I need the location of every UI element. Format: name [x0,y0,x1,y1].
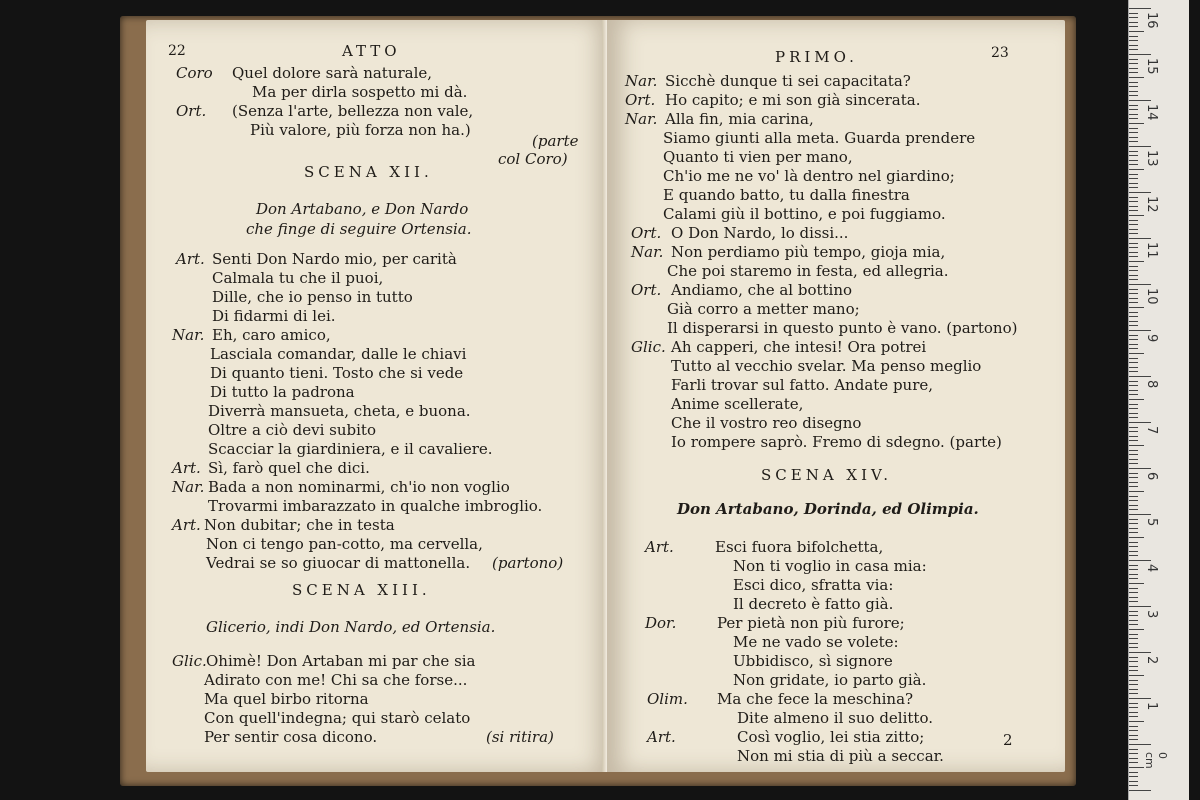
speaker: Nar. [625,72,658,90]
verse-line: Tutto al vecchio svelar. Ma penso meglio [671,357,982,375]
verse-line: Ma che fece la meschina? [717,690,914,708]
ruler-tick [1129,266,1138,267]
verse-line: Sicchè dunque ti sei capacitata? [665,72,911,90]
ruler-number: 16 [1144,12,1159,29]
ruler-tick [1129,247,1138,248]
verse-line: Di fidarmi di lei. [212,307,336,325]
ruler-number: 5 [1144,518,1159,527]
verse-line: O Don Nardo, lo dissi... [671,224,849,242]
ruler-tick [1129,629,1144,630]
signature-mark: 2 [1003,731,1013,749]
verse-line: Calmala tu che il puoi, [212,269,384,287]
ruler-tick [1129,404,1138,405]
ruler-tick [1129,551,1138,552]
ruler-tick [1129,289,1138,290]
ruler-tick [1129,445,1144,446]
ruler-tick [1129,201,1138,202]
scene-12-title: SCENA XII. [304,163,433,181]
verse-line: Ma quel birbo ritorna [204,690,369,708]
ruler-tick [1129,509,1138,510]
ruler-tick [1129,427,1138,428]
speaker: Nar. [172,326,205,344]
ruler-tick [1129,381,1138,382]
ruler-tick [1129,238,1151,239]
verse-line: Non dubitar; che in testa [204,516,395,534]
ruler-tick [1129,583,1144,584]
ruler-tick [1129,670,1138,671]
ruler-tick [1129,661,1138,662]
ruler-tick [1129,693,1138,694]
speaker: Glic. [172,652,207,670]
ruler-tick [1129,790,1151,791]
verse-line: Più valore, più forza non ha.) [250,121,471,139]
ruler-tick [1129,362,1138,363]
ruler-tick [1129,611,1138,612]
ruler-tick [1129,376,1151,377]
ruler-tick [1129,367,1138,368]
verse-line: Che poi staremo in festa, ed allegria. [667,262,949,280]
speaker: Ort. [631,281,662,299]
ruler-tick [1129,275,1138,276]
ruler-tick [1129,105,1138,106]
ruler-tick [1129,243,1138,244]
verse-line: Andiamo, che al bottino [671,281,853,299]
ruler-tick [1129,597,1138,598]
left-running-header: ATTO [342,42,401,60]
ruler-tick [1129,54,1151,55]
ruler-tick [1129,298,1138,299]
ruler-tick [1129,100,1151,101]
left-page [146,20,612,772]
ruler-tick [1129,528,1138,529]
scene-12-cast: che finge di seguire Ortensia. [246,220,472,238]
verse-line: Anime scellerate, [671,395,804,413]
verse-line: Sì, farò quel che dici. [208,459,370,477]
right-running-header: PRIMO. [775,48,858,66]
verse-line: Alla fin, mia carina, [665,110,814,128]
verse-line: Ch'io me ne vo' là dentro nel giardino; [663,167,955,185]
ruler-tick [1129,592,1138,593]
ruler-tick [1129,302,1138,303]
verse-line: Siamo giunti alla meta. Guarda prendere [663,129,976,147]
ruler-tick [1129,17,1138,18]
ruler-tick [1129,477,1138,478]
ruler-tick [1129,229,1138,230]
ruler-tick [1129,634,1138,635]
ruler-tick [1129,735,1138,736]
verse-line: Bada a non nominarmi, ch'io non voglio [208,478,510,496]
ruler-tick [1129,537,1144,538]
ruler-tick [1129,270,1138,271]
ruler-tick [1129,141,1138,142]
ruler-number: 4 [1144,564,1159,573]
speaker: Nar. [625,110,658,128]
ruler-tick [1129,26,1138,27]
ruler-tick [1129,463,1138,464]
ruler-tick [1129,390,1138,391]
ruler-tick [1129,312,1138,313]
verse-line: Ma per dirla sospetto mi dà. [252,83,468,101]
ruler-tick [1129,721,1144,722]
verse-line: Di tutto la padrona [210,383,355,401]
verse-line: Io rompere saprò. Fremo di sdegno. (parte) [671,433,1002,451]
ruler-tick [1129,546,1138,547]
ruler-tick [1129,647,1138,648]
ruler-tick [1129,197,1138,198]
scene-12-cast: Don Artabano, e Don Nardo [256,200,469,218]
ruler-tick [1129,606,1151,607]
speaker: Nar. [631,243,664,261]
speaker: Ort. [176,102,207,120]
ruler-tick [1129,385,1138,386]
stage-direction: (si ritira) [486,728,554,746]
ruler-tick [1129,514,1151,515]
ruler-tick [1129,431,1138,432]
verse-line: Adirato con me! Chi sa che forse... [204,671,468,689]
ruler-tick [1129,578,1138,579]
ruler-tick [1129,726,1138,727]
verse-line: Quanto ti vien per mano, [663,148,853,166]
ruler-tick [1129,620,1138,621]
ruler-tick [1129,624,1138,625]
ruler-tick [1129,220,1138,221]
speaker: Art. [172,459,201,477]
ruler-tick [1129,321,1138,322]
ruler-tick [1129,454,1138,455]
left-page-number: 22 [168,43,186,59]
verse-line: Scacciar la giardiniera, e il cavaliere. [208,440,493,458]
ruler-tick [1129,417,1138,418]
ruler-tick [1129,523,1138,524]
ruler-tick [1129,330,1151,331]
ruler-number: 14 [1144,104,1159,121]
verse-line: Farli trovar sul fatto. Andate pure, [671,376,934,394]
ruler-tick [1129,132,1138,133]
verse-line: Di quanto tieni. Tosto che si vede [210,364,464,382]
verse-line: Diverrà mansueta, cheta, e buona. [208,402,471,420]
ruler-tick [1129,739,1138,740]
scene-13-title: SCENA XIII. [292,581,431,599]
ruler-tick [1129,45,1138,46]
ruler-tick [1129,82,1138,83]
ruler-tick [1129,358,1138,359]
verse-line: Oltre a ciò devi subito [208,421,376,439]
speaker: Art. [647,728,676,746]
ruler-tick [1129,210,1138,211]
verse-line: Lasciala comandar, dalle le chiavi [210,345,467,363]
speaker: Ort. [625,91,656,109]
ruler-tick [1129,307,1144,308]
ruler-tick [1129,68,1138,69]
ruler-tick [1129,615,1138,616]
verse-line: Esci fuora bifolchetta, [715,538,884,556]
ruler-tick [1129,422,1151,423]
speaker: Dor. [645,614,677,632]
ruler-tick [1129,486,1138,487]
ruler-number: 11 [1144,242,1159,259]
ruler-tick [1129,689,1138,690]
ruler-tick [1129,776,1138,777]
verse-line: Il decreto è fatto già. [733,595,894,613]
ruler-number: 6 [1144,472,1159,481]
ruler-tick [1129,174,1138,175]
ruler-tick [1129,335,1138,336]
ruler-tick [1129,394,1138,395]
verse-line: Con quell'indegna; qui starò celato [204,709,471,727]
ruler-tick [1129,353,1144,354]
verse-line: Per sentir cosa dicono. [204,728,378,746]
ruler-number: 2 [1144,656,1159,665]
ruler-tick [1129,744,1151,745]
ruler-number: 3 [1144,610,1159,619]
ruler-tick [1129,348,1138,349]
verse-line: Non ti voglio in casa mia: [733,557,927,575]
ruler-tick [1129,588,1138,589]
ruler-tick [1129,675,1144,676]
ruler-number: 9 [1144,334,1159,343]
verse-line: Trovarmi imbarazzato in qualche imbroglio. [208,497,543,515]
verse-line: (Senza l'arte, bellezza non vale, [232,102,474,120]
ruler-number: 12 [1144,196,1159,213]
verse-line: Ho capito; e mi son già sincerata. [665,91,921,109]
speaker: Nar. [172,478,205,496]
ruler-tick [1129,192,1151,193]
ruler-tick [1129,436,1138,437]
ruler-tick [1129,491,1144,492]
ruler-tick [1129,256,1138,257]
ruler-tick [1129,399,1144,400]
ruler-tick [1129,601,1138,602]
stage-direction: col Coro) [498,150,568,168]
verse-line: Che il vostro reo disegno [671,414,862,432]
verse-line: Non gridate, io parto già. [733,671,927,689]
verse-line: Calami giù il bottino, e poi fuggiamo. [663,205,946,223]
ruler-tick [1129,114,1138,115]
ruler-tick [1129,450,1138,451]
ruler-tick [1129,183,1138,184]
ruler-tick [1129,63,1138,64]
ruler-tick [1129,233,1138,234]
scene-14-title: SCENA XIV. [761,466,893,484]
verse-line: Ah capperi, che intesi! Ora potrei [671,338,927,356]
ruler-tick [1129,482,1138,483]
verse-line: Dite almeno il suo delitto. [737,709,933,727]
ruler-tick [1129,36,1138,37]
ruler-tick [1129,505,1138,506]
ruler-tick [1129,261,1144,262]
ruler-tick [1129,118,1138,119]
ruler-tick [1129,684,1138,685]
speaker: Art. [176,250,205,268]
ruler-tick [1129,22,1138,23]
ruler-tick [1129,638,1138,639]
ruler-tick [1129,146,1151,147]
ruler-tick [1129,698,1151,699]
scene-13-cast: Glicerio, indi Don Nardo, ed Ortensia. [206,618,496,636]
ruler-tick [1129,59,1138,60]
ruler-tick [1129,666,1138,667]
ruler-tick [1129,459,1138,460]
ruler-tick [1129,178,1138,179]
ruler-tick [1129,781,1138,782]
ruler-tick [1129,565,1138,566]
ruler-tick [1129,730,1138,731]
right-page-number: 23 [991,45,1009,61]
verse-line: Il disperarsi in questo punto è vano. (partono) [667,319,1018,337]
ruler-number: 15 [1144,58,1159,75]
ruler-tick [1129,151,1138,152]
verse-line: Esci dico, sfratta via: [733,576,894,594]
ruler-tick [1129,500,1138,501]
stage-direction: (partono) [492,554,564,572]
ruler-tick [1129,8,1151,9]
ruler-tick [1129,749,1138,750]
verse-line: Ohimè! Don Artaban mi par che sia [206,652,476,670]
ruler-tick [1129,680,1138,681]
ruler-tick [1129,703,1138,704]
ruler-tick [1129,496,1138,497]
ruler-tick [1129,187,1138,188]
verse-line: Dille, che io penso in tutto [212,288,413,306]
verse-line: Vedrai se so giuocar di mattonella. [206,554,471,572]
ruler-tick [1129,555,1138,556]
ruler-tick [1129,284,1151,285]
speaker: Glic. [631,338,666,356]
verse-line: Per pietà non più furore; [717,614,905,632]
speaker: Coro [176,64,213,82]
ruler-tick [1129,123,1144,124]
ruler-tick [1129,137,1138,138]
ruler-tick [1129,164,1138,165]
ruler-tick [1129,155,1138,156]
verse-line: Non mi stia di più a seccar. [737,747,944,765]
ruler-tick [1129,569,1138,570]
verse-line: Quel dolore sarà naturale, [232,64,433,82]
verse-line: Già corro a metter mano; [667,300,860,318]
ruler-tick [1129,574,1138,575]
ruler-tick [1129,371,1138,372]
ruler-tick [1129,712,1138,713]
stage-direction: (parte [532,132,579,150]
ruler-tick [1129,716,1138,717]
ruler-tick [1129,339,1138,340]
ruler-tick [1129,72,1138,73]
ruler-tick [1129,519,1138,520]
verse-line: Non ci tengo pan-cotto, ma cervella, [206,535,483,553]
ruler-tick [1129,160,1138,161]
ruler-tick [1129,128,1138,129]
ruler-number: 10 [1144,288,1159,305]
ruler-tick [1129,560,1151,561]
ruler-tick [1129,532,1138,533]
speaker: Ort. [631,224,662,242]
ruler-tick [1129,707,1138,708]
ruler-tick [1129,31,1144,32]
measurement-ruler [1128,0,1189,800]
speaker: Art. [172,516,201,534]
ruler-tick [1129,279,1138,280]
ruler-tick [1129,40,1138,41]
verse-line: Eh, caro amico, [212,326,331,344]
verse-line: E quando batto, tu dalla finestra [663,186,910,204]
ruler-tick [1129,109,1138,110]
ruler-tick [1129,408,1138,409]
ruler-tick [1129,542,1138,543]
ruler-tick [1129,77,1144,78]
ruler-tick [1129,785,1138,786]
verse-line: Senti Don Nardo mio, per carità [212,250,457,268]
ruler-tick [1129,473,1138,474]
ruler-unit: 0 cm [1143,752,1169,769]
ruler-tick [1129,440,1138,441]
verse-line: Non perdiamo più tempo, gioja mia, [671,243,946,261]
right-page [607,20,1065,772]
scene-14-cast: Don Artabano, Dorinda, ed Olimpia. [677,500,979,518]
ruler-number: 7 [1144,426,1159,435]
ruler-number: 8 [1144,380,1159,389]
ruler-tick [1129,169,1144,170]
ruler-tick [1129,86,1138,87]
ruler-tick [1129,468,1151,469]
ruler-tick [1129,49,1138,50]
speaker: Art. [645,538,674,556]
ruler-tick [1129,224,1138,225]
speaker: Olim. [647,690,688,708]
ruler-tick [1129,215,1144,216]
ruler-tick [1129,13,1138,14]
ruler-tick [1129,652,1151,653]
ruler-tick [1129,316,1138,317]
verse-line: Così voglio, lei stia zitto; [737,728,925,746]
verse-line: Me ne vado se volete: [733,633,899,651]
ruler-tick [1129,344,1138,345]
ruler-tick [1129,91,1138,92]
ruler-tick [1129,206,1138,207]
ruler-tick [1129,252,1138,253]
ruler-tick [1129,325,1138,326]
ruler-tick [1129,643,1138,644]
ruler-tick [1129,293,1138,294]
ruler-tick [1129,413,1138,414]
ruler-number: 1 [1144,702,1159,711]
verse-line: Ubbidisco, sì signore [733,652,893,670]
ruler-tick [1129,95,1138,96]
ruler-tick [1129,657,1138,658]
ruler-number: 13 [1144,150,1159,167]
